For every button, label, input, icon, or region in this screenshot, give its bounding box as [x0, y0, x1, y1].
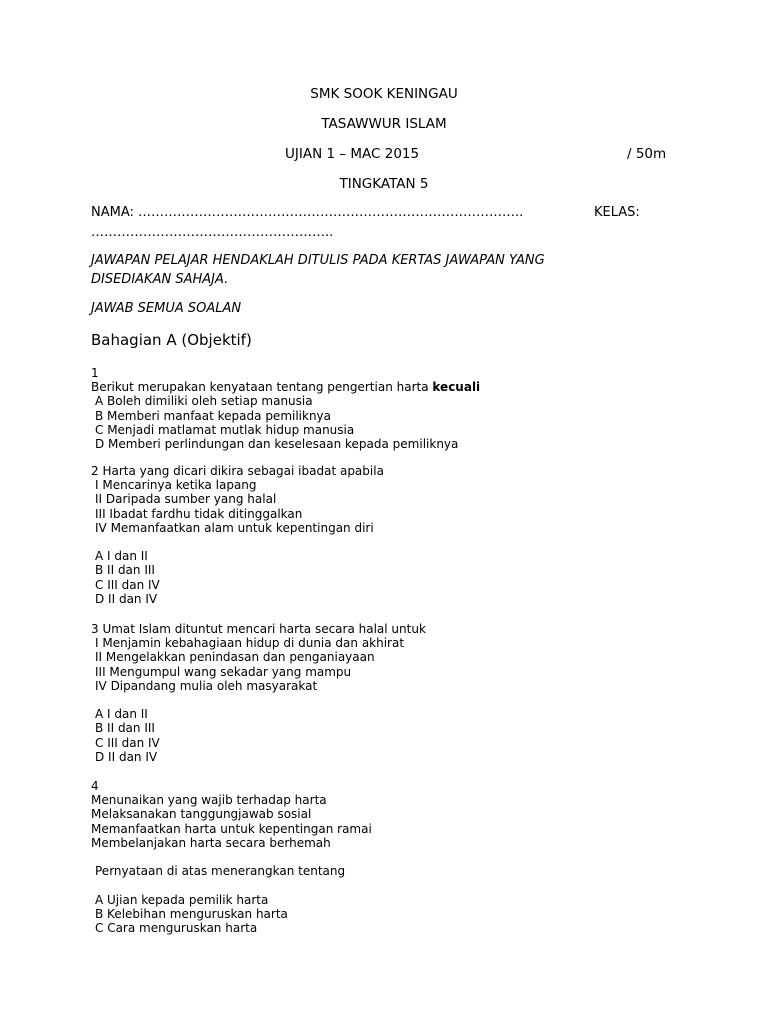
option-c: C Cara menguruskan harta [95, 920, 258, 935]
option-a: A I dan II [95, 549, 148, 564]
option-d: D Memberi perlindungan dan keselesaan kepada pemiliknya [95, 436, 459, 451]
statement-iv: IV Dipandang mulia oleh masyarakat [95, 678, 318, 693]
option-a: A Boleh dimiliki oleh setiap manusia [95, 394, 313, 409]
statement-i: I Menjamin kebahagiaan hidup di dunia dan akhirat [95, 636, 405, 651]
school-name: SMK SOOK KENINGAU [310, 86, 458, 102]
class-field-dots: ……………………………………………….. [91, 225, 334, 240]
subject-title: TASAWWUR ISLAM [321, 116, 447, 132]
question-number: 4 [91, 779, 99, 793]
statement-ii: II Daripada sumber yang halal [95, 492, 277, 507]
form-level: TINGKATAN 5 [339, 176, 429, 192]
question-1 [91, 366, 480, 451]
class-field-label: KELAS: [594, 205, 640, 220]
option-b: B Kelebihan menguruskan harta [95, 906, 288, 921]
name-field-label: NAMA: …………………………………………………………………………….. [91, 205, 524, 220]
question-stem: 2 Harta yang dicari dikira sebagai ibadat apabila [91, 464, 384, 478]
statement-iii: III Ibadat fardhu tidak ditinggalkan [95, 506, 303, 521]
statement-line: Membelanjakan harta secara berhemah [91, 835, 331, 850]
question-stem: 3 Umat Islam dituntut mencari harta secara halal untuk [91, 622, 426, 636]
instruction-line-3: JAWAB SEMUA SOALAN [91, 301, 242, 316]
instruction-line-1: JAWAPAN PELAJAR HENDAKLAH DITULIS PADA KERTAS JAWAPAN YANG [91, 253, 545, 268]
instruction-line-2: DISEDIAKAN SAHAJA. [91, 272, 229, 287]
question-2 [91, 464, 384, 606]
option-a: A Ujian kepada pemilik harta [95, 892, 269, 907]
option-b: B II dan III [95, 721, 155, 736]
option-b: B Memberi manfaat kepada pemiliknya [95, 408, 332, 423]
option-a: A I dan II [95, 707, 148, 722]
question-stem: Berikut merupakan kenyataan tentang pengertian harta kecuali [91, 380, 481, 395]
option-c: C III dan IV [95, 577, 160, 592]
exam-title: UJIAN 1 – MAC 2015 [285, 146, 420, 162]
statement-iii: III Mengumpul wang sekadar yang mampu [95, 664, 352, 679]
total-marks: / 50m [627, 146, 667, 162]
question-4 [91, 779, 372, 935]
question-prompt: Pernyataan di atas menerangkan tentang [95, 864, 346, 879]
statement-ii: II Mengelakkan penindasan dan penganiayaan [95, 650, 375, 665]
option-b: B II dan III [95, 563, 155, 578]
option-c: C III dan IV [95, 735, 160, 750]
statement-line: Menunaikan yang wajib terhadap harta [91, 793, 327, 808]
question-3 [91, 622, 426, 764]
statement-line: Melaksanakan tanggungjawab sosial [91, 807, 312, 822]
section-title: Bahagian A (Objektif) [91, 331, 252, 349]
statement-i: I Mencarinya ketika lapang [95, 478, 257, 493]
option-c: C Menjadi matlamat mutlak hidup manusia [95, 422, 355, 437]
statement-iv: IV Memanfaatkan alam untuk kepentingan diri [95, 520, 374, 535]
option-d: D II dan IV [95, 591, 158, 606]
statement-line: Memanfaatkan harta untuk kepentingan ramai [91, 821, 372, 836]
question-number: 1 [91, 366, 99, 380]
option-d: D II dan IV [95, 749, 158, 764]
